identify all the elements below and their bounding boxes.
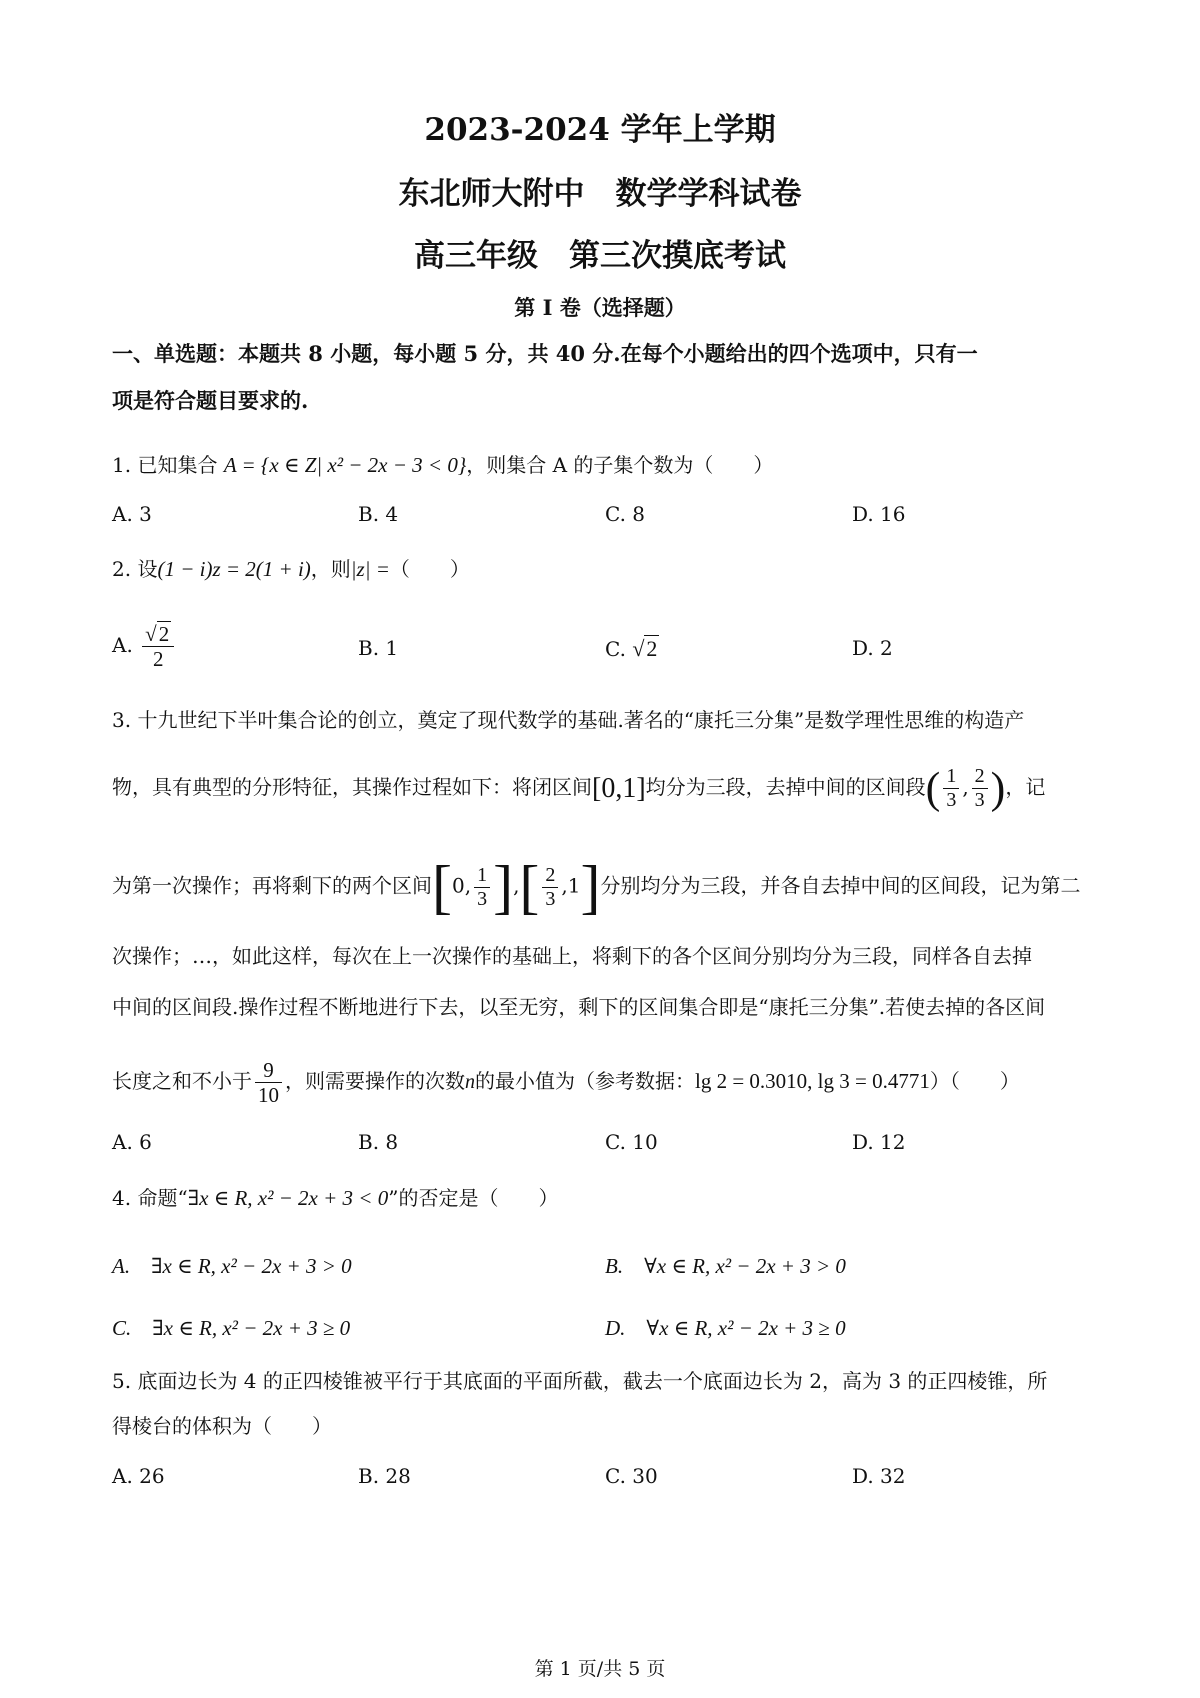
question-text: ，记 xyxy=(1005,775,1046,799)
question-text: ，则集合 A 的子集个数为（ ） xyxy=(466,453,774,477)
question-number: 5. xyxy=(112,1369,132,1393)
option-label: A. xyxy=(112,633,133,658)
option-label: C. xyxy=(605,637,626,661)
question-text: 的最小值为（参考数据： xyxy=(475,1069,695,1094)
variable-n: n xyxy=(465,1071,475,1094)
question-number: 1. xyxy=(112,453,132,477)
option-b[interactable]: B. 4 xyxy=(358,502,399,526)
modulus-expression: |z| = xyxy=(350,557,390,581)
equation: (1 − i)z = 2(1 + i) xyxy=(157,557,311,581)
question-3-line5: 中间的区间段.操作过程不断地进行下去，以至无穷，剩下的区间集合即是“康托三分集”.若使去掉的各区间 xyxy=(112,995,1046,1019)
school-year-title: 2023-2024 学年上学期 xyxy=(424,112,776,148)
option-d[interactable]: D. 16 xyxy=(852,502,906,526)
exam-subtitle: 高三年级 第三次摸底考试 xyxy=(414,238,786,274)
section-instructions-line1: 一、单选题：本题共 8 小题，每小题 5 分，共 40 分.在每个小题给出的四个选项中，只有一 xyxy=(112,341,978,366)
option-c[interactable] xyxy=(605,636,659,662)
question-text: ）（ ） xyxy=(929,1069,1020,1094)
fraction-1-3: $\frac{1}{3}$ xyxy=(474,864,490,911)
option-c[interactable]: C. 8 xyxy=(605,502,646,526)
option-c[interactable]: C. 30 xyxy=(605,1464,658,1488)
question-3-line3: 为第一次操作；再将剩下的两个区间[0, $\frac{1}{3}$ ],[ $\frac{2}{3}$ ,1]分别均分为三段，并各自去掉中间的区间段，记为第二 xyxy=(112,854,1081,920)
option-d[interactable]: D. ∀x ∈ R, x² − 2x + 3 ≥ 0 xyxy=(605,1316,846,1340)
option-b[interactable]: B. 8 xyxy=(358,1130,399,1154)
question-number: 4. xyxy=(112,1186,132,1210)
interval-0-1: [0,1] xyxy=(592,773,646,804)
question-text: 均分为三段，去掉中间的区间段 xyxy=(645,775,926,799)
option-a[interactable]: A. 26 xyxy=(112,1464,165,1488)
option-b[interactable]: B. 28 xyxy=(358,1464,411,1488)
question-2 xyxy=(112,556,1102,583)
question-1 xyxy=(112,452,1102,479)
option-d[interactable]: D. 12 xyxy=(852,1130,906,1154)
question-5-line2: 得棱台的体积为（ ） xyxy=(112,1414,332,1438)
fraction-2-3: $\frac{2}{3}$ xyxy=(542,864,558,911)
question-4 xyxy=(112,1185,1102,1212)
fraction-9-10: $\frac{9}{10}$ xyxy=(255,1058,282,1107)
question-number: 3. xyxy=(112,708,132,732)
question-text: 物，具有典型的分形特征，其操作过程如下：将闭区间 xyxy=(112,775,592,799)
option-d[interactable]: D. 32 xyxy=(852,1464,906,1488)
part-heading: 第 I 卷（选择题） xyxy=(514,295,686,320)
question-text: 底面边长为 4 的正四棱锥被平行于其底面的平面所截，截去一个底面边长为 2，高为 3 的正四棱锥，所 xyxy=(137,1369,1048,1393)
option-d[interactable]: D. 2 xyxy=(852,636,893,660)
option-a[interactable] xyxy=(112,622,177,671)
section-instructions-line2: 项是符合题目要求的. xyxy=(112,388,309,413)
question-3-line1 xyxy=(112,707,1102,733)
option-a[interactable]: A. 6 xyxy=(112,1130,152,1154)
question-text: 设 xyxy=(137,557,158,581)
question-text: 十九世纪下半叶集合论的创立，奠定了现代数学的基础.著名的“康托三分集”是数学理性思维的构造产 xyxy=(137,708,1025,732)
proposition-expression: ∃x ∈ R, x² − 2x + 3 < 0 xyxy=(187,1186,389,1210)
question-text: ”的否定是（ ） xyxy=(388,1186,559,1210)
page-footer: 第 1 页/共 5 页 xyxy=(534,1658,666,1680)
option-c[interactable]: C. 10 xyxy=(605,1130,658,1154)
question-text: 为第一次操作；再将剩下的两个区间 xyxy=(112,873,432,898)
question-text: 命题“ xyxy=(137,1186,188,1210)
set-expression: A = {x ∈ Z| x² − 2x − 3 < 0} xyxy=(223,453,467,477)
sqrt2: √2 xyxy=(632,636,658,661)
question-3-line4: 次操作；…，如此这样，每次在上一次操作的基础上，将剩下的各个区间分别均分为三段，同样各自去掉 xyxy=(112,944,1032,968)
fraction-1-3: $\frac{1}{3}$ xyxy=(943,765,959,812)
question-text: 已知集合 xyxy=(137,453,218,477)
question-3-line6 xyxy=(112,1058,1102,1107)
exam-title: 东北师大附中 数学学科试卷 xyxy=(398,176,802,212)
option-c[interactable]: C. ∃x ∈ R, x² − 2x + 3 ≥ 0 xyxy=(112,1316,351,1340)
sqrt2-over-2: $\frac{√2}{2}$ xyxy=(142,622,174,671)
question-text: 分别均分为三段，并各自去掉中间的区间段，记为第二 xyxy=(600,873,1081,898)
question-text: ，则 xyxy=(310,557,351,581)
fraction-2-3: $\frac{2}{3}$ xyxy=(972,765,988,812)
question-3-line2: 物，具有典型的分形特征，其操作过程如下：将闭区间[0,1]均分为三段，去掉中间的区间段( $\frac{1}{3}$ , $\frac{2}{3}$ )，记 xyxy=(112,763,1046,813)
question-number: 2. xyxy=(112,557,132,581)
option-a[interactable]: A. ∃x ∈ R, x² − 2x + 3 > 0 xyxy=(112,1254,352,1278)
option-a[interactable]: A. 3 xyxy=(112,502,152,526)
question-text: 长度之和不小于 xyxy=(112,1069,252,1094)
option-b[interactable]: B. ∀x ∈ R, x² − 2x + 3 > 0 xyxy=(605,1254,846,1278)
question-5-line1 xyxy=(112,1368,1102,1394)
question-text: ，则需要操作的次数 xyxy=(285,1069,465,1094)
log-reference-data: lg 2 = 0.3010, lg 3 = 0.4771 xyxy=(695,1069,930,1094)
question-text: （ ） xyxy=(389,557,470,581)
option-b[interactable]: B. 1 xyxy=(358,636,399,660)
